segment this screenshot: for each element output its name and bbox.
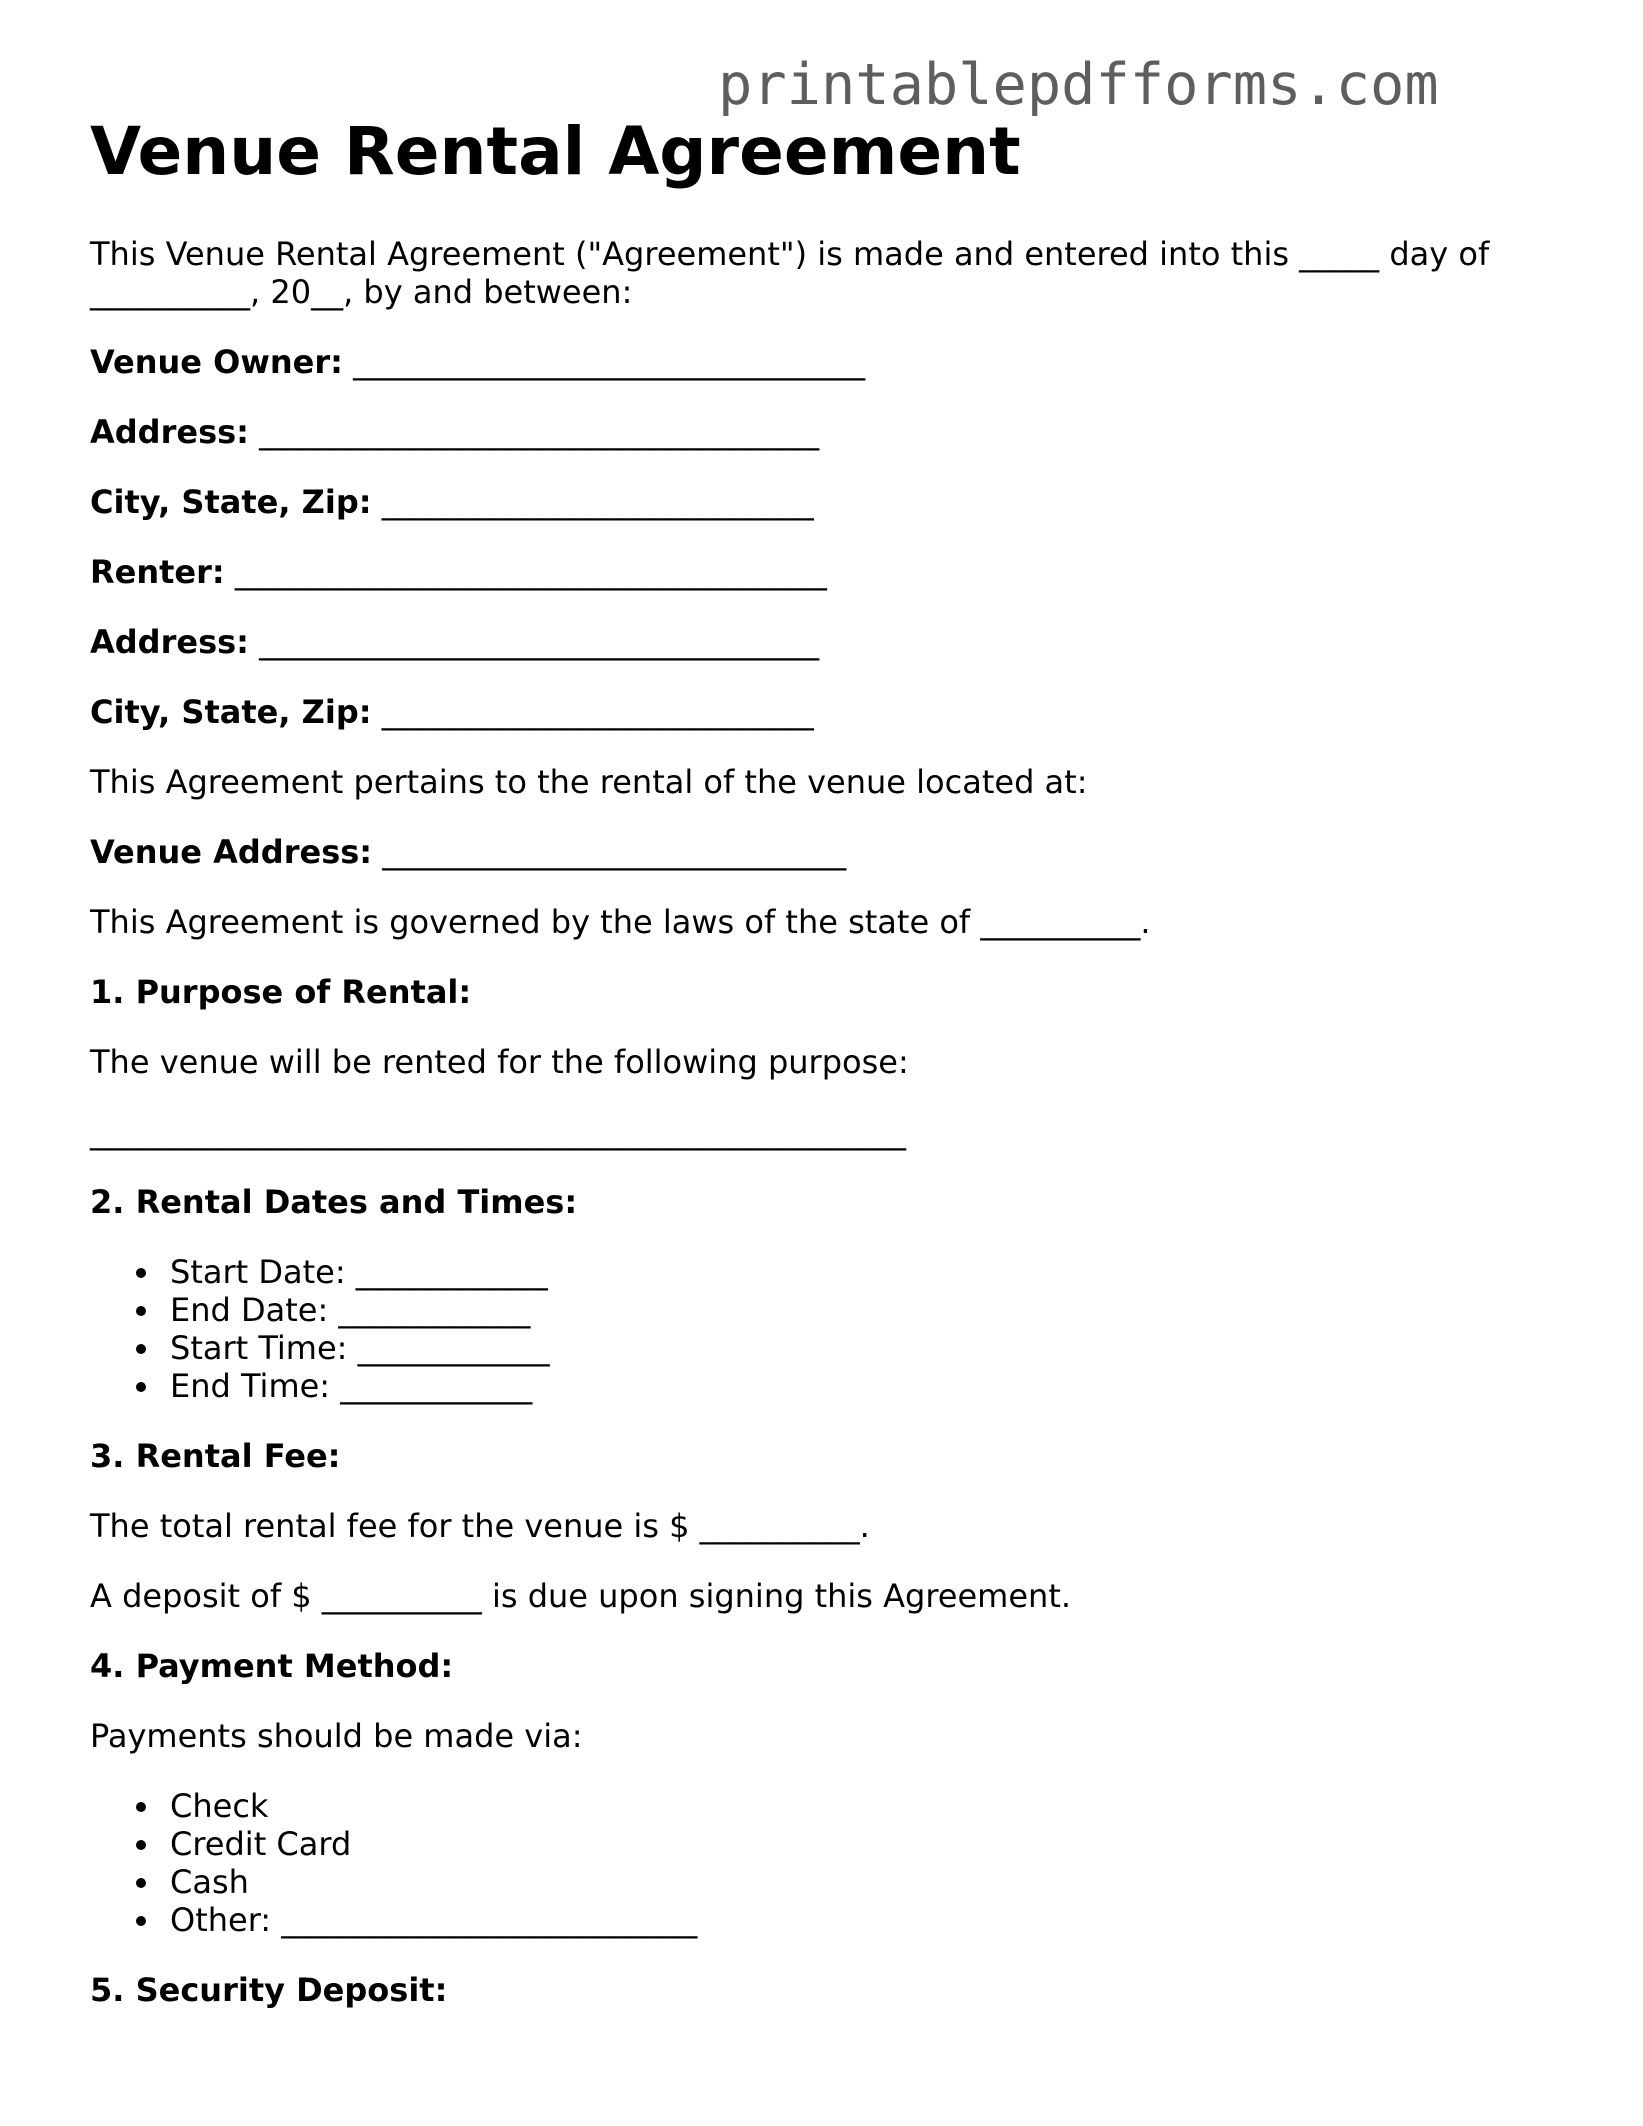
payment-check: Check — [170, 1787, 269, 1825]
section-2-heading: 2. Rental Dates and Times: — [90, 1183, 578, 1221]
renter-field — [90, 553, 827, 591]
rental-fee-text[interactable]: The total rental fee for the venue is $ __________. — [90, 1507, 870, 1545]
renter-city-field — [90, 693, 814, 731]
venue-owner-blank[interactable]: ________________________________ — [353, 343, 866, 381]
renter-address-blank[interactable]: ___________________________________ — [259, 623, 820, 661]
intro-line-1: This Venue Rental Agreement ("Agreement") is made and entered into this _____ day of — [90, 235, 1490, 273]
list-item — [90, 1329, 550, 1367]
owner-address-field — [90, 413, 819, 451]
start-date-field[interactable]: Start Date: ____________ — [170, 1253, 548, 1291]
watermark: printablepdfforms.com — [718, 52, 1439, 118]
list-item — [90, 1787, 697, 1825]
owner-city-blank[interactable]: ___________________________ — [381, 483, 814, 521]
section-5-heading: 5. Security Deposit: — [90, 1971, 448, 2009]
list-item — [90, 1253, 550, 1291]
payment-methods-list — [90, 1787, 697, 1939]
payment-credit-card: Credit Card — [170, 1825, 352, 1863]
start-time-field[interactable]: Start Time: ____________ — [170, 1329, 550, 1367]
page-title: Venue Rental Agreement — [90, 113, 1021, 190]
list-item — [90, 1367, 550, 1405]
owner-address-label: Address: — [90, 413, 249, 451]
purpose-text: The venue will be rented for the following purpose: — [90, 1043, 909, 1081]
renter-city-label: City, State, Zip: — [90, 693, 372, 731]
renter-city-blank[interactable]: ___________________________ — [381, 693, 814, 731]
end-date-field[interactable]: End Date: ____________ — [170, 1291, 531, 1329]
section-1-heading: 1. Purpose of Rental: — [90, 973, 472, 1011]
list-item — [90, 1291, 550, 1329]
list-item — [90, 1825, 697, 1863]
rental-dates-list — [90, 1253, 550, 1405]
bullet-icon — [136, 1878, 146, 1888]
bullet-icon — [136, 1268, 146, 1278]
owner-address-blank[interactable]: ___________________________________ — [259, 413, 820, 451]
renter-blank[interactable]: _____________________________________ — [234, 553, 827, 591]
bullet-icon — [136, 1916, 146, 1926]
deposit-text[interactable]: A deposit of $ __________ is due upon signing this Agreement. — [90, 1577, 1072, 1615]
bullet-icon — [136, 1382, 146, 1392]
intro-line-2: __________, 20__, by and between: — [90, 273, 633, 311]
payment-other-field[interactable]: Other: __________________________ — [170, 1901, 698, 1939]
venue-address-label: Venue Address: — [90, 833, 373, 871]
owner-city-label: City, State, Zip: — [90, 483, 372, 521]
end-time-field[interactable]: End Time: ____________ — [170, 1367, 533, 1405]
bullet-icon — [136, 1306, 146, 1316]
section-3-heading: 3. Rental Fee: — [90, 1437, 341, 1475]
payment-cash: Cash — [170, 1863, 249, 1901]
bullet-icon — [136, 1840, 146, 1850]
governed-by-text: This Agreement is governed by the laws of the state of __________. — [90, 903, 1151, 941]
bullet-icon — [136, 1344, 146, 1354]
owner-city-field — [90, 483, 814, 521]
renter-label: Renter: — [90, 553, 225, 591]
venue-pertains-text: This Agreement pertains to the rental of the venue located at: — [90, 763, 1088, 801]
list-item — [90, 1863, 697, 1901]
venue-address-blank[interactable]: _____________________________ — [382, 833, 847, 871]
payment-text: Payments should be made via: — [90, 1717, 583, 1755]
venue-owner-label: Venue Owner: — [90, 343, 343, 381]
renter-address-field — [90, 623, 819, 661]
bullet-icon — [136, 1802, 146, 1812]
list-item — [90, 1901, 697, 1939]
renter-address-label: Address: — [90, 623, 249, 661]
venue-address-field — [90, 833, 846, 871]
section-4-heading: 4. Payment Method: — [90, 1647, 454, 1685]
venue-owner-field — [90, 343, 865, 381]
purpose-blank[interactable]: ___________________________________________________ — [90, 1113, 906, 1151]
